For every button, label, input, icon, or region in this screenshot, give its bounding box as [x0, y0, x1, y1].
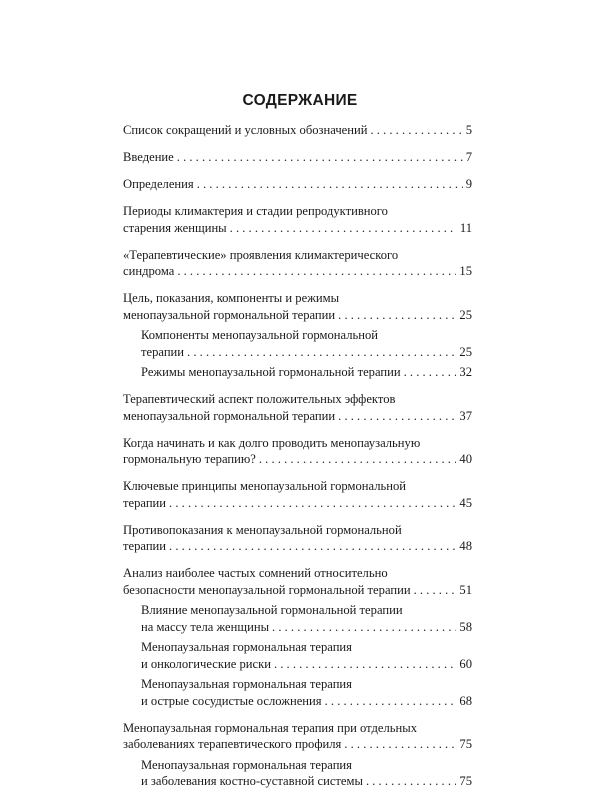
toc-subentry[interactable]: [123, 602, 472, 635]
toc-subentry[interactable]: [123, 364, 472, 381]
toc-entry-title: Противопоказания к менопаузальной гормональной: [123, 522, 402, 537]
dot-leader: [169, 538, 456, 555]
toc-page-number: 45: [459, 495, 472, 510]
toc-page-number: 75: [459, 774, 472, 788]
toc-entry[interactable]: [123, 435, 472, 468]
toc-entry-title: Менопаузальная гормональная терапия: [141, 640, 352, 654]
toc-page-number: 11: [459, 220, 472, 235]
toc-page-number: 37: [459, 408, 472, 423]
toc-entry[interactable]: [123, 478, 472, 511]
dot-leader: [370, 122, 462, 139]
toc-entry-title-cont: менопаузальной гормональной терапии: [123, 408, 336, 423]
toc-entry[interactable]: [123, 176, 472, 193]
page-title: СОДЕРЖАНИЕ: [242, 92, 358, 109]
toc-page-number: 60: [459, 656, 472, 671]
dot-leader: [338, 307, 456, 324]
toc-entry-title-cont: заболеваниях терапевтического профиля: [123, 737, 342, 751]
toc-entry-title-cont: и острые сосудистые осложнения: [141, 693, 322, 708]
toc-subentry[interactable]: [123, 676, 472, 709]
toc-page-number: 58: [459, 619, 472, 634]
toc-page-number: 7: [465, 150, 472, 164]
toc-entry[interactable]: [123, 565, 472, 598]
dot-leader: [177, 149, 463, 166]
toc-entry-title-cont: старения женщины: [123, 220, 227, 235]
toc-page-number: 5: [465, 123, 472, 137]
toc-page-number: 51: [459, 582, 472, 597]
dot-leader: [414, 582, 457, 599]
dot-leader: [177, 263, 456, 280]
toc-entry-title-cont: менопаузальной гормональной терапии: [123, 307, 336, 322]
toc-entry-title: Определения: [123, 177, 194, 191]
dot-leader: [169, 495, 456, 512]
toc-entry-title: Цель, показания, компоненты и режимы: [123, 291, 340, 305]
dot-leader: [325, 693, 457, 710]
dot-leader: [230, 220, 457, 237]
dot-leader: [197, 176, 463, 193]
toc-page-number: 75: [459, 737, 472, 751]
toc-page-number: 40: [459, 452, 472, 466]
toc-entry-title: Режимы менопаузальной гормональной терапии: [141, 365, 401, 379]
toc-entry[interactable]: [123, 203, 472, 236]
toc-entry-title: Когда начинать и как долго проводить менопаузальную: [123, 435, 421, 450]
toc-entry-title-cont: терапии: [141, 344, 185, 359]
dot-leader: [187, 344, 456, 361]
toc-entry[interactable]: [123, 522, 472, 555]
dot-leader: [366, 773, 456, 790]
toc-page-number: 32: [459, 365, 472, 379]
toc-entry[interactable]: [123, 247, 472, 280]
toc-entry-title: Ключевые принципы менопаузальной гормональной: [123, 479, 407, 493]
toc-entry-title: Менопаузальная гормональная терапия: [141, 677, 352, 691]
toc-entry[interactable]: [123, 391, 472, 424]
toc-entry-title: Введение: [123, 150, 174, 164]
toc-entry[interactable]: [123, 149, 472, 166]
dot-leader: [344, 736, 456, 753]
dot-leader: [338, 408, 456, 425]
toc-entry[interactable]: [123, 720, 472, 753]
toc-page-number: 25: [459, 307, 472, 322]
toc-entry-title-cont: на массу тела женщины: [141, 619, 270, 634]
toc-entry-title-cont: безопасности менопаузальной гормональной терапии: [123, 582, 411, 597]
toc-subentry[interactable]: [123, 757, 472, 790]
toc-entry-title: Периоды климактерия и стадии репродуктивного: [123, 204, 388, 218]
dot-leader: [259, 451, 457, 468]
toc-entry-title-cont: синдрома: [123, 264, 175, 278]
toc-entry-title: Влияние менопаузальной гормональной терапии: [141, 603, 403, 617]
toc-entry[interactable]: [123, 290, 472, 323]
dot-leader: [272, 619, 456, 636]
toc-entry-title-cont: гормональную терапию?: [123, 452, 256, 466]
toc-entry-title: Компоненты менопаузальной гормональной: [141, 328, 378, 342]
toc-entry-title-cont: терапии: [123, 539, 167, 553]
toc-entry-title: Анализ наиболее частых сомнений относительно: [123, 566, 388, 580]
dot-leader: [274, 656, 456, 673]
toc-entry-title: Менопаузальная гормональная терапия: [141, 757, 352, 772]
toc-entry-title: Список сокращений и условных обозначений: [123, 123, 368, 137]
toc-entry-title-cont: и заболевания костно-суставной системы: [141, 774, 363, 788]
table-of-contents: [123, 122, 472, 794]
toc-entry-title-cont: терапии: [123, 495, 167, 510]
toc-entry-title: Терапевтический аспект положительных эффектов: [123, 392, 396, 406]
toc-subentry[interactable]: [123, 327, 472, 360]
toc-page-number: 48: [459, 539, 472, 553]
dot-leader: [404, 364, 457, 381]
toc-page-number: 9: [465, 177, 472, 191]
toc-entry[interactable]: [123, 122, 472, 139]
toc-entry-title: Менопаузальная гормональная терапия при отдельных: [123, 720, 418, 735]
toc-subentry[interactable]: [123, 639, 472, 672]
toc-entry-title: «Терапевтические» проявления климактерического: [123, 247, 399, 262]
toc-entry-title-cont: и онкологические риски: [141, 656, 271, 671]
toc-page-number: 15: [459, 264, 472, 278]
toc-page-number: 68: [459, 693, 472, 708]
toc-page-number: 25: [459, 344, 472, 359]
